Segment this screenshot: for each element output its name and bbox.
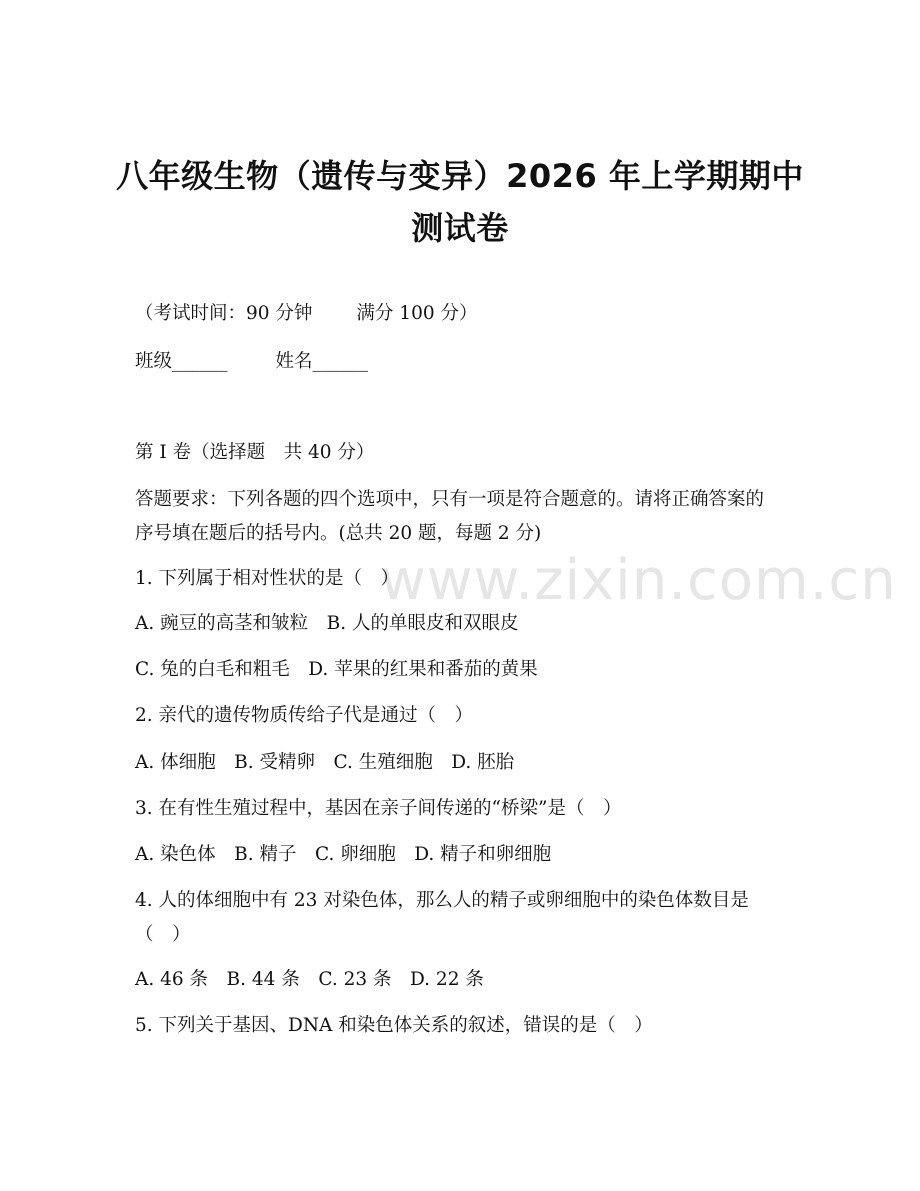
exam-info (135, 297, 478, 331)
question-stem: 5. 下列关于基因、DNA 和染色体关系的叙述，错误的是（ ） (135, 1015, 653, 1036)
answer-instructions: 答题要求：下列各题的四个选项中，只有一项是符合题意的。请将正确答案的序号填在题后的括号内。(总共 20 题，每题 2 分) (135, 489, 765, 544)
class-field-label: 班级______ (135, 351, 228, 372)
exam-full-score: 满分 100 分） (356, 303, 478, 324)
name-field-label: 姓名______ (275, 351, 369, 372)
question-options: A. 46 条 B. 44 条 C. 23 条 D. 22 条 (135, 969, 484, 990)
exam-time: （考试时间：90 分钟 (135, 303, 313, 324)
question-options: C. 兔的白毛和粗毛 D. 苹果的红果和番茄的黄果 (135, 659, 538, 680)
question-stem: 3. 在有性生殖过程中，基因在亲子间传递的“桥梁”是（ ） (135, 798, 622, 819)
watermark: www.zixin.com.cn (380, 548, 897, 613)
question-stem: 1. 下列属于相对性状的是（ ） (135, 568, 400, 589)
page-title: 八年级生物（遗传与变异）2026 年上学期期中测试卷 (116, 157, 804, 247)
question-options: A. 染色体 B. 精子 C. 卵细胞 D. 精子和卵细胞 (135, 844, 552, 865)
question-stem: 2. 亲代的遗传物质传给子代是通过（ ） (135, 705, 474, 726)
question-options: A. 豌豆的高茎和皱粒 B. 人的单眼皮和双眼皮 (135, 613, 519, 634)
question-options: A. 体细胞 B. 受精卵 C. 生殖细胞 D. 胚胎 (135, 752, 515, 773)
section-heading: 第 I 卷（选择题 共 40 分） (135, 442, 375, 463)
student-info (135, 345, 368, 379)
question-stem: 4. 人的体细胞中有 23 对染色体，那么人的精子或卵细胞中的染色体数目是（ ） (135, 890, 749, 945)
